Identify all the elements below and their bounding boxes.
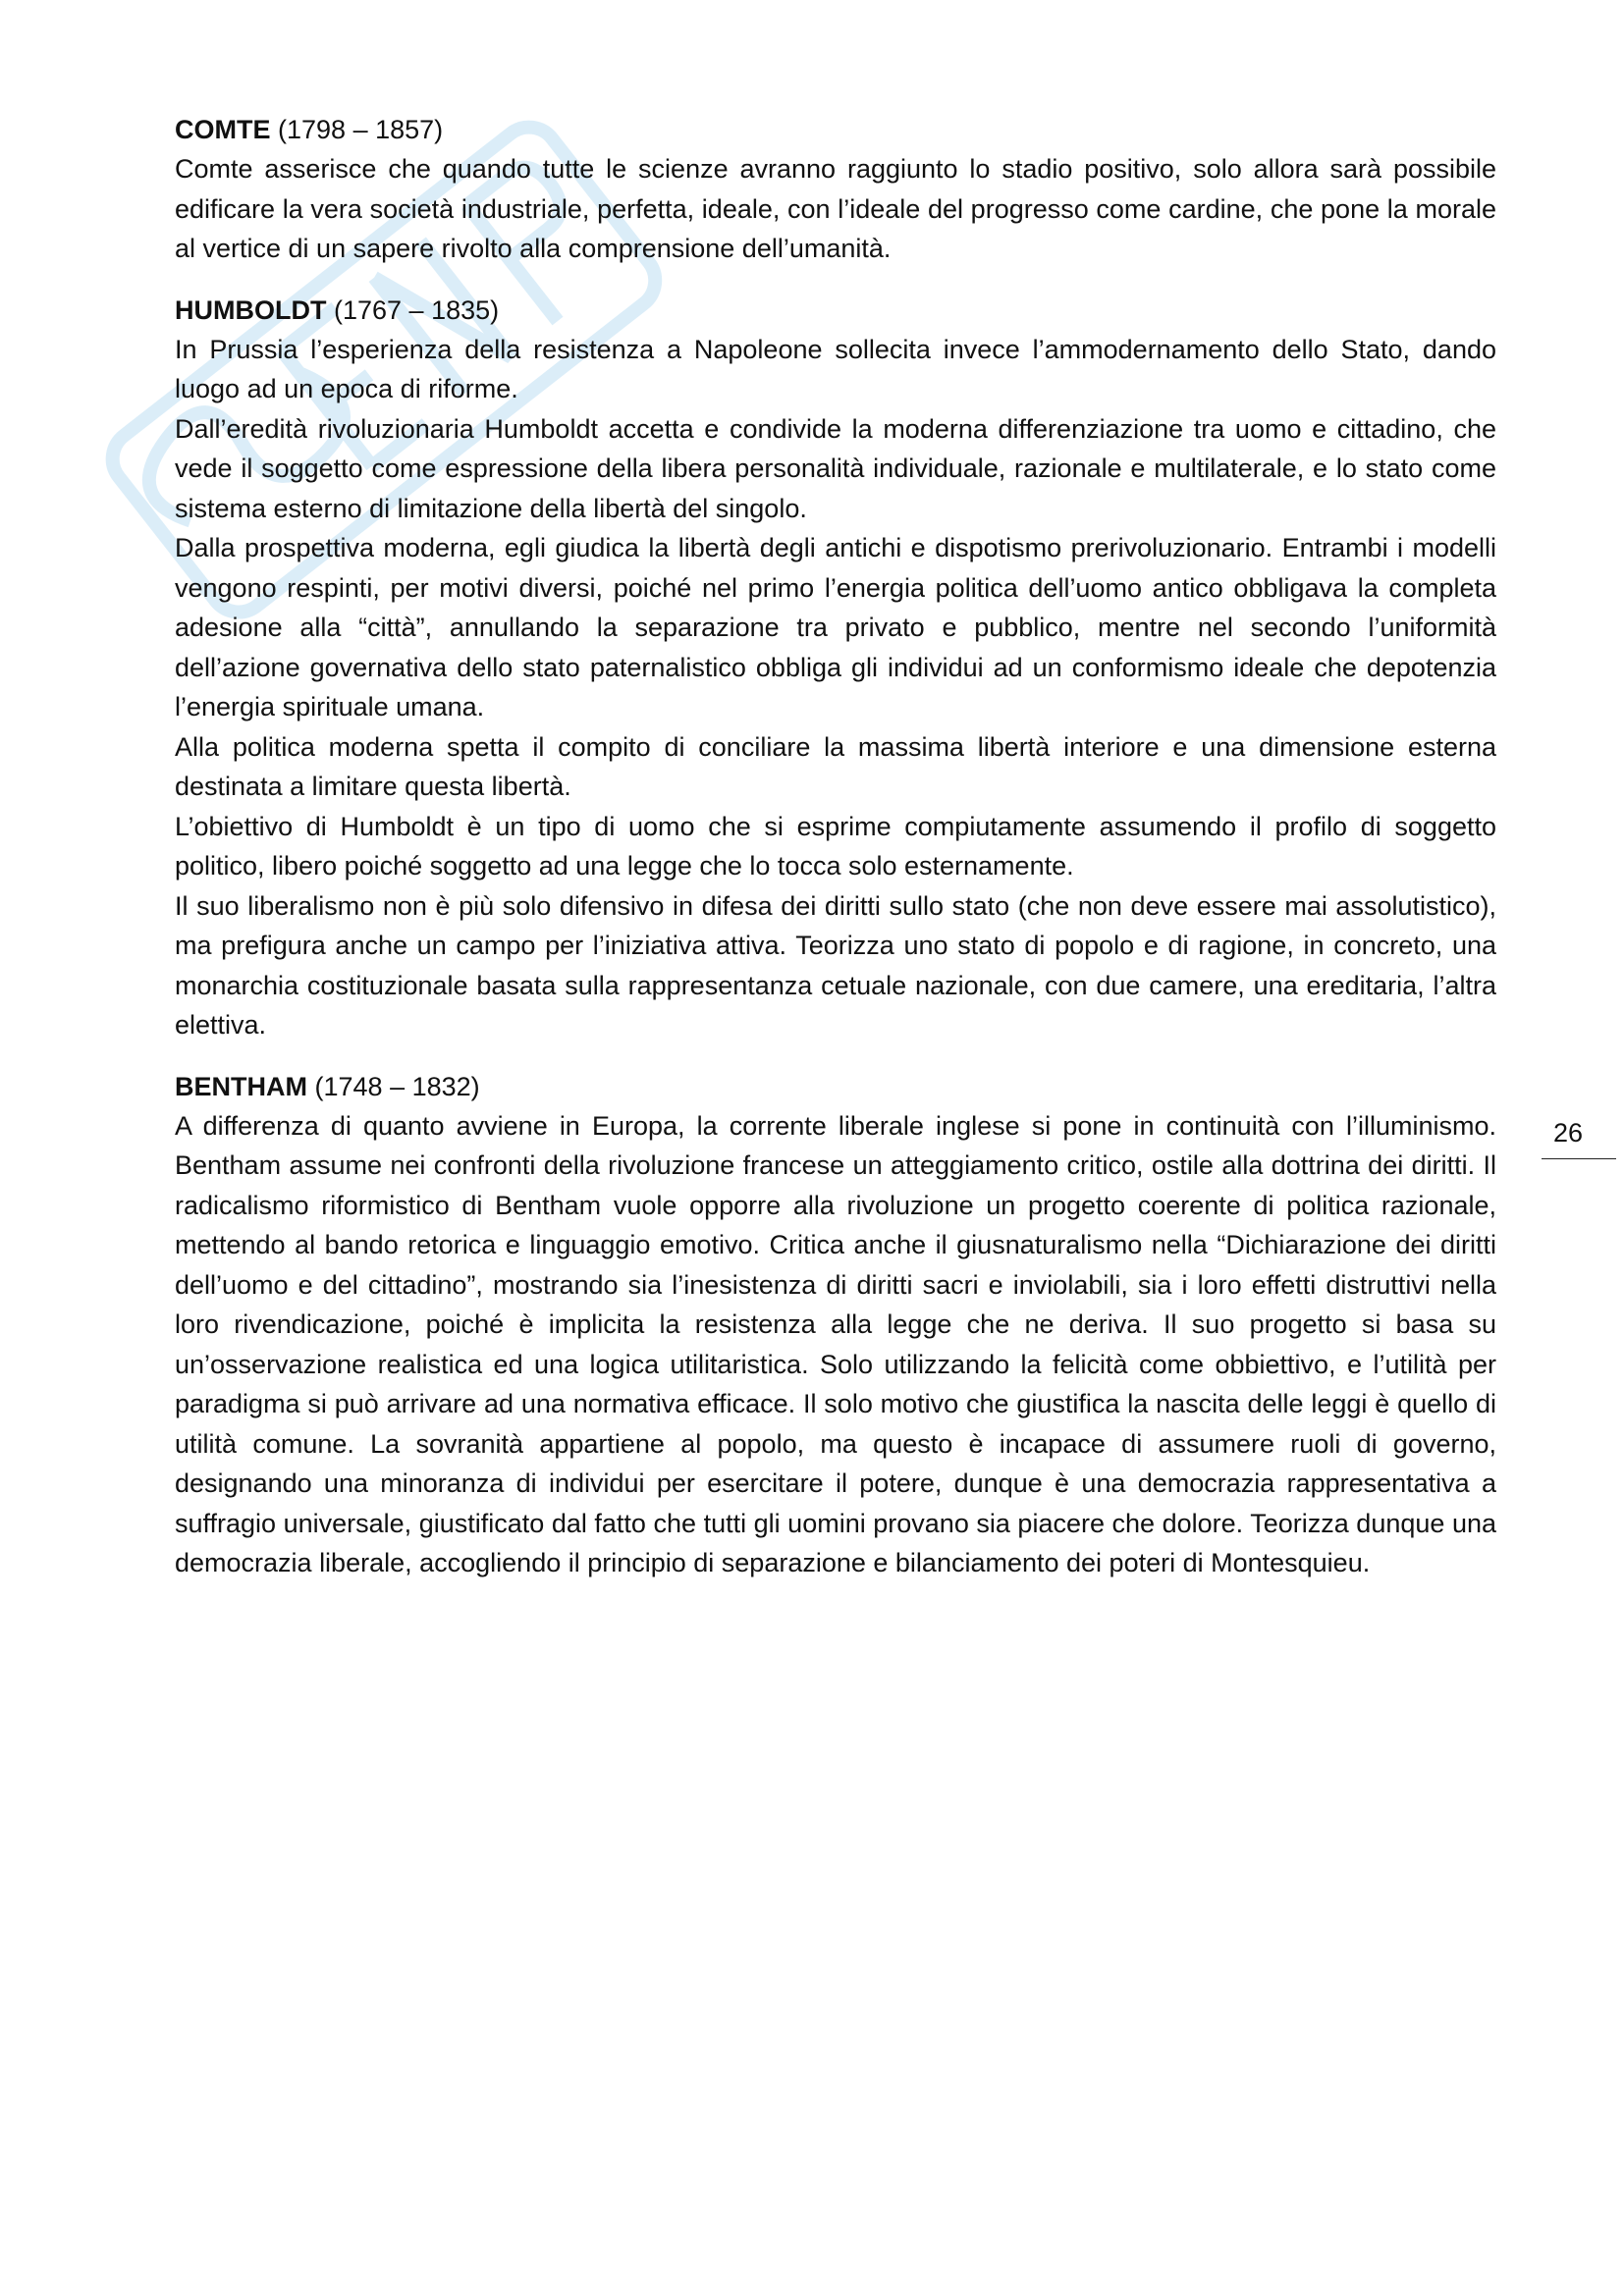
section-heading xyxy=(175,110,1496,149)
section-dates: (1748 – 1832) xyxy=(314,1071,480,1101)
section-comte xyxy=(175,110,1496,269)
section-heading xyxy=(175,291,1496,330)
paragraph: A differenza di quanto avviene in Europa, la corrente liberale inglese si pone in continuità con l’illuminismo. Bentham assume nei confronti della rivoluzione francese un atteggiamento critico, ostile alla dottrina dei diritti. Il radicalismo riformistico di Bentham vuole opporre alla rivoluzione un progetto coerente di politica razionale, mettendo al bando retorica e linguaggio emotivo. Critica anche il giusnaturalismo nella “Dichiarazione dei diritti dell’uomo e del cittadino”, mostrando sia l’inesistenza di diritti sacri e inviolabili, sia i loro effetti distruttivi nella loro rivendicazione, poiché è implicita la resistenza alla legge che ne deriva. Il suo progetto si basa su un’osservazione realistica ed una logica utilitaristica. Solo utilizzando la felicità come obbiettivo, e l’utilità per paradigma si può arrivare ad una normativa efficace. Il solo motivo che giustifica la nascita delle leggi è quello di utilità comune. La sovranità appartiene al popolo, ma questo è incapace di assumere ruoli di governo, designando una minoranza di individui per esercitare il potere, dunque è una democrazia rappresentativa a suffragio universale, giustificato dal fatto che tutti gli uomini provano sia piacere che dolore. Teorizza dunque una democrazia liberale, accogliendo il principio di separazione e bilanciamento dei poteri di Montesquieu. xyxy=(175,1110,1496,1577)
section-dates: (1798 – 1857) xyxy=(278,115,444,144)
section-name: HUMBOLDT xyxy=(175,294,327,325)
document-body xyxy=(175,110,1496,1605)
paragraph: Il suo liberalismo non è più solo difensivo in difesa dei diritti sullo stato (che non deve essere mai assolutistico), ma prefigura anche un campo per l’iniziativa attiva. Teorizza uno stato di popolo e di ragione, in concreto, una monarchia costituzionale basata sulla rappresentanza cetuale nazionale, con due camere, una ereditaria, l’altra elettiva. xyxy=(175,890,1496,1040)
paragraph: Dall’eredità rivoluzionaria Humboldt accetta e condivide la moderna differenziazione tra uomo e cittadino, che vede il soggetto come espressione della libera personalità individuale, razionale e multilaterale, e lo stato come sistema esterno di limitazione della libertà del singolo. xyxy=(175,413,1496,523)
section-name: BENTHAM xyxy=(175,1071,307,1101)
section-humboldt xyxy=(175,291,1496,1045)
section-name: COMTE xyxy=(175,115,271,144)
paragraph: Dalla prospettiva moderna, egli giudica la libertà degli antichi e dispotismo prerivoluzionario. Entrambi i modelli vengono respinti, per motivi diversi, poiché nel primo l’energia politica dell’uomo antico obbligava la completa adesione alla “città”, annullando la separazione tra privato e pubblico, mentre nel secondo l’uniformità dell’azione governativa dello stato paternalistico obbliga gli individui ad un conformismo ideale che depotenzia l’energia spirituale umana. xyxy=(175,533,1496,721)
section-heading xyxy=(175,1067,1496,1106)
page-number: 26 xyxy=(1553,1118,1584,1148)
paragraph: Alla politica moderna spetta il compito di conciliare la massima libertà interiore e una dimensione esterna destinata a limitare questa libertà. xyxy=(175,731,1496,801)
paragraph: In Prussia l’esperienza della resistenza a Napoleone sollecita invece l’ammodernamento dello Stato, dando luogo ad un epoca di riforme. xyxy=(175,334,1496,403)
section-bentham xyxy=(175,1067,1496,1583)
section-dates: (1767 – 1835) xyxy=(334,294,500,325)
page-number-block xyxy=(1542,1113,1620,1159)
paragraph: L’obiettivo di Humboldt è un tipo di uomo che si esprime compiutamente assumendo il profilo di soggetto politico, libero poiché soggetto ad una legge che lo tocca solo esternamente. xyxy=(175,811,1496,881)
paragraph: Comte asserisce che quando tutte le scienze avranno raggiunto lo stadio positivo, solo allora sarà possibile edificare la vera società industriale, perfetta, ideale, con l’ideale del progresso come cardine, che pone la morale al vertice di un sapere rivolto alla comprensione dell’umanità. xyxy=(175,154,1496,263)
page-number-rule xyxy=(1542,1158,1616,1159)
